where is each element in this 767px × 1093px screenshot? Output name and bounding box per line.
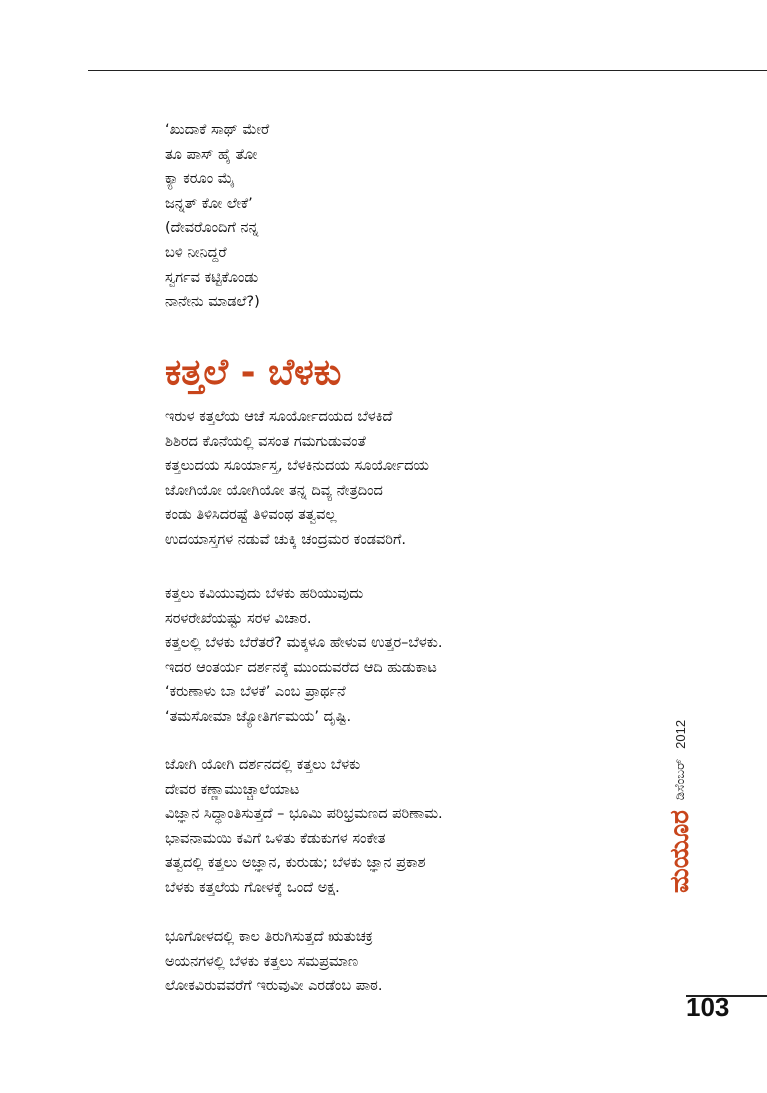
poem-line: ನಾನೇನು ಮಾಡಲೆ?) xyxy=(165,294,260,311)
poem-line: ‘ಖುದಾಕೆ ಸಾಥ್ ಮೇರೆ xyxy=(165,122,270,138)
poem-line: ಕಂಡು ತಿಳಿಸಿದರಷ್ಟೆ ತಿಳಿವಂಥ ತತ್ವವಲ್ಲ xyxy=(165,507,337,524)
poem-line: (ದೇವರೊಂದಿಗೆ ನನ್ನ xyxy=(165,220,259,237)
poem-line: ದೇವರ ಕಣ್ಣಾಮುಚ್ಚಾಲೆಯಾಟ xyxy=(165,781,300,798)
page-number: 103 xyxy=(686,992,730,1022)
poem-line: ಕತ್ತಲು ಕವಿಯುವುದು ಬೆಳಕು ಹರಿಯುವುದು xyxy=(165,586,364,602)
stanza-2 xyxy=(165,582,443,730)
poem-line: ಭೂಗೋಳದಲ್ಲಿ ಕಾಲ ತಿರುಗಿಸುತ್ತದೆ ಋತುಚಕ್ರ xyxy=(165,929,373,945)
poem-line: ಬೆಳಕು ಕತ್ತಲೆಯ ಗೋಳಕ್ಕೆ ಒಂದೆ ಅಕ್ಷ. xyxy=(165,879,340,896)
poem-line: ಭಾವನಾಮಯಿ ಕವಿಗೆ ಒಳಿತು ಕೆಡುಕುಗಳ ಸಂಕೇತ xyxy=(165,830,386,847)
poem-line: ‘ಕರುಣಾಳು ಬಾ ಬೆಳಕೆ’ ಎಂಬ ಪ್ರಾರ್ಥನೆ xyxy=(165,684,346,701)
poem-line: ಜೋಗಿಯೋ ಯೋಗಿಯೋ ತನ್ನ ದಿವ್ಯ ನೇತ್ರದಿಂದ xyxy=(165,482,383,499)
stanza-3 xyxy=(165,753,443,901)
poem-line: ಶಿಶಿರದ ಕೊನೆಯಲ್ಲಿ ವಸಂತ ಗಮಗುಡುವಂತೆ xyxy=(165,433,366,450)
issue-year: 2012 xyxy=(672,719,688,749)
poem-line: ಜನ್ನತ್ ಕೋ ಲೇಕೆ’ xyxy=(165,195,253,212)
stanza-1 xyxy=(165,405,429,553)
poem-line: ಜೋಗಿ ಯೋಗಿ ದರ್ಶನದಲ್ಲಿ ಕತ್ತಲು ಬೆಳಕು xyxy=(165,757,361,773)
magazine-footer xyxy=(664,693,694,893)
poem-line: ಬಳಿ ನೀನಿದ್ದರೆ xyxy=(165,244,227,261)
poem-intro xyxy=(165,118,269,315)
poem-title: ಕತ್ತಲೆ - ಬೆಳಕು xyxy=(165,352,342,393)
poem-line: ಲೋಕವಿರುವವರೆಗೆ ಇರುವುವೀ ಎರಡೆಂಬ ಪಾಠ. xyxy=(165,978,383,995)
poem-line: ತೂ ಪಾಸ್ ಹೈ ತೋ xyxy=(165,146,258,163)
issue-month: ಡಿಸೆಂಬರ್ xyxy=(672,758,687,801)
poem-line: ಕತ್ತಲುದಯ ಸೂರ್ಯಾಸ್ತ, ಬೆಳಕಿನುದಯ ಸೂರ್ಯೋದಯ xyxy=(165,458,429,475)
poem-line: ಕ್ಯಾ ಕರೂಂ ಮೈ xyxy=(165,171,235,188)
poem-line: ತತ್ವದಲ್ಲಿ ಕತ್ತಲು ಅಜ್ಞಾನ, ಕುರುಡು; ಬೆಳಕು ಜ್ಞಾನ ಪ್ರಕಾಶ xyxy=(165,855,426,872)
poem-line: ಸ್ವರ್ಗವ ಕಟ್ಟಿಕೊಂಡು xyxy=(165,269,259,286)
poem-line: ಇದರ ಆಂತರ್ಯ ದರ್ಶನಕ್ಕೆ ಮುಂದುವರೆದ ಆದಿ ಹುಡುಕಾಟ xyxy=(165,659,437,676)
poem-line: ಇರುಳ ಕತ್ತಲೆಯ ಆಚೆ ಸೂರ್ಯೋದಯದ ಬೆಳಕಿದೆ xyxy=(165,409,393,425)
poem-line: ಸರಳರೇಖೆಯಷ್ಟು ಸರಳ ವಿಚಾರ. xyxy=(165,610,312,627)
poem-line: ‘ತಮಸೋಮಾ ಜ್ಯೋತಿರ್ಗಮಯ’ ದೃಷ್ಟಿ. xyxy=(165,708,352,725)
poem-line: ಅಯನಗಳಲ್ಲಿ ಬೆಳಕು ಕತ್ತಲು ಸಮಪ್ರಮಾಣ xyxy=(165,953,359,970)
stanza-4 xyxy=(165,925,382,999)
poem-line: ವಿಜ್ಞಾನ ಸಿದ್ಧಾಂತಿಸುತ್ತದೆ – ಭೂಮಿ ಪರಿಭ್ರಮಣದ ಪರಿಣಾಮ. xyxy=(165,806,443,823)
poem-line: ಕತ್ತಲಲ್ಲಿ ಬೆಳಕು ಬೆರೆತರೆ? ಮಕ್ಕಳೂ ಹೇಳುವ ಉತ್ತರ–ಬೆಳಕು. xyxy=(165,635,443,652)
poem-line: ಉದಯಾಸ್ತಗಳ ನಡುವೆ ಚುಕ್ಕಿ ಚಂದ್ರಮರ ಕಂಡವರಿಗೆ. xyxy=(165,531,406,548)
magazine-name: ಮಯೂರ xyxy=(664,810,694,893)
top-rule xyxy=(88,70,767,71)
